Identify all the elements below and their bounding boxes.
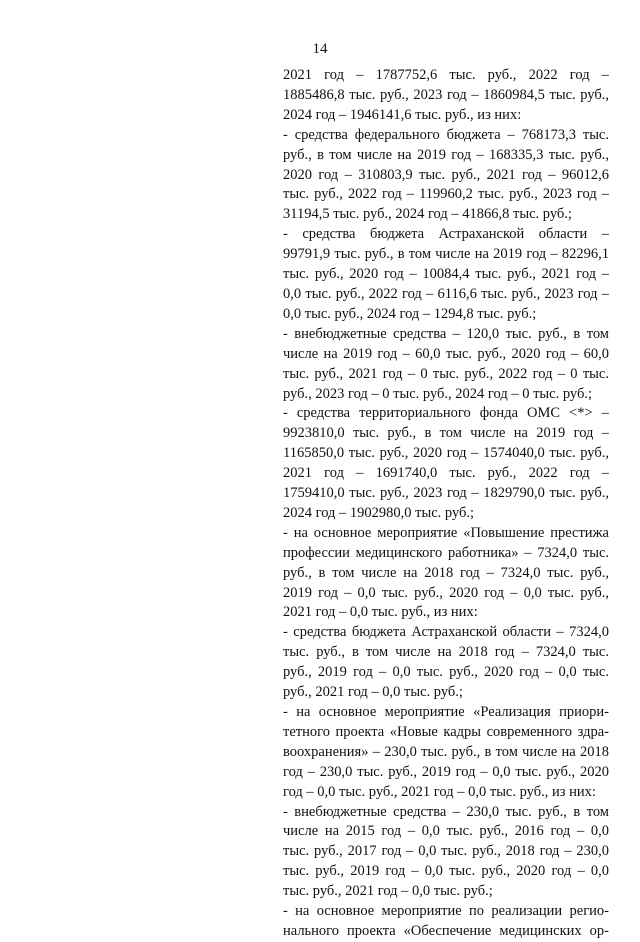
text-line: год – 230,0 тыс. руб., 2019 год – 0,0 тыс. руб., 2020 bbox=[283, 763, 609, 780]
text-line: тетного проекта «Новые кадры современного здра- bbox=[283, 723, 609, 740]
text-line: руб., 2023 год – 0 тыс. руб., 2024 год – 0 тыс. руб.; bbox=[283, 385, 593, 402]
text-line: 1885486,8 тыс. руб., 2023 год – 1860984,5 тыс. руб., bbox=[283, 86, 609, 103]
text-line: руб., 2021 год – 0,0 тыс. руб.; bbox=[283, 684, 463, 701]
text-line: год – 0,0 тыс. руб., 2021 год – 0,0 тыс. руб., из них: bbox=[283, 783, 596, 800]
text-line: - средства территориального фонда ОМС <*> – bbox=[283, 405, 609, 422]
text-line: руб., 2019 год – 0,0 тыс. руб., 2020 год – 0,0 тыс. bbox=[283, 664, 609, 681]
text-paragraph bbox=[283, 524, 609, 624]
text-line: тыс. руб., 2020 год – 10084,4 тыс. руб., 2021 год – bbox=[283, 266, 609, 283]
text-line: - средства бюджета Астраханской области – 7324,0 bbox=[283, 624, 609, 641]
text-paragraph bbox=[283, 623, 609, 703]
text-line: - средства бюджета Астраханской области – bbox=[283, 226, 609, 243]
text-line: тыс. руб., 2019 год – 0,0 тыс. руб., 2020 год – 0,0 bbox=[283, 863, 609, 880]
text-paragraph bbox=[283, 66, 609, 126]
text-line: 2024 год – 1902980,0 тыс. руб.; bbox=[283, 504, 475, 521]
text-line: числе на 2019 год – 60,0 тыс. руб., 2020 год – 60,0 bbox=[283, 345, 609, 362]
text-paragraph bbox=[283, 803, 609, 903]
text-line: числе на 2015 год – 0,0 тыс. руб., 2016 год – 0,0 bbox=[283, 823, 609, 840]
text-line: - на основное мероприятие по реализации регио- bbox=[283, 903, 609, 920]
text-line: 2019 год – 0,0 тыс. руб., 2020 год – 0,0 тыс. руб., bbox=[283, 584, 609, 601]
text-line: 2020 год – 310803,9 тыс. руб., 2021 год – 96012,6 bbox=[283, 166, 609, 183]
text-line: - на основное мероприятие «Повышение престижа bbox=[283, 524, 609, 541]
text-line: - внебюджетные средства – 230,0 тыс. руб., в том bbox=[283, 803, 609, 820]
text-line: воохранения» – 230,0 тыс. руб., в том числе на 2018 bbox=[283, 743, 609, 760]
text-line: руб., в том числе на 2018 год – 7324,0 тыс. руб., bbox=[283, 564, 609, 581]
text-line: 99791,9 тыс. руб., в том числе на 2019 год – 82296,1 bbox=[283, 246, 609, 263]
text-line: 31194,5 тыс. руб., 2024 год – 41866,8 тыс. руб.; bbox=[283, 206, 572, 223]
text-line: тыс. руб., 2017 год – 0,0 тыс. руб., 2018 год – 230,0 bbox=[283, 843, 609, 860]
text-line: тыс. руб., 2022 год – 119960,2 тыс. руб., 2023 год – bbox=[283, 186, 609, 203]
text-paragraph bbox=[283, 126, 609, 226]
text-paragraph bbox=[283, 325, 609, 405]
text-line: тыс. руб., в том числе на 2018 год – 7324,0 тыс. bbox=[283, 644, 609, 661]
text-line: - внебюджетные средства – 120,0 тыс. руб., в том bbox=[283, 325, 609, 342]
text-line: 2021 год – 0,0 тыс. руб., из них: bbox=[283, 604, 478, 621]
text-line: 0,0 тыс. руб., 2022 год – 6116,6 тыс. руб., 2023 год – bbox=[283, 285, 609, 302]
document-body bbox=[283, 66, 609, 942]
text-line: 2024 год – 1946141,6 тыс. руб., из них: bbox=[283, 106, 522, 123]
text-line: нального проекта «Обеспечение медицинских ор- bbox=[283, 922, 609, 939]
text-paragraph bbox=[283, 703, 609, 803]
text-line: руб., в том числе на 2019 год – 168335,3 тыс. руб., bbox=[283, 146, 609, 163]
text-line: 9923810,0 тыс. руб., в том числе на 2019 год – bbox=[283, 425, 609, 442]
text-line: 2021 год – 1787752,6 тыс. руб., 2022 год – bbox=[283, 67, 609, 83]
text-line: - средства федерального бюджета – 768173,3 тыс. bbox=[283, 126, 609, 143]
text-paragraph bbox=[283, 225, 609, 325]
text-line: тыс. руб., 2021 год – 0,0 тыс. руб.; bbox=[283, 883, 493, 900]
text-line: 0,0 тыс. руб., 2024 год – 1294,8 тыс. руб.; bbox=[283, 305, 537, 322]
text-line: профессии медицинского работника» – 7324,0 тыс. bbox=[283, 544, 609, 561]
text-line: 1759410,0 тыс. руб., 2023 год – 1829790,0 тыс. руб., bbox=[283, 485, 609, 502]
text-paragraph bbox=[283, 404, 609, 523]
text-line: 1165850,0 тыс. руб., 2020 год – 1574040,0 тыс. руб., bbox=[283, 445, 609, 462]
page-number: 14 bbox=[312, 41, 328, 57]
text-line: - на основное мероприятие «Реализация приори- bbox=[283, 704, 609, 720]
text-line: 2021 год – 1691740,0 тыс. руб., 2022 год – bbox=[283, 465, 609, 482]
text-paragraph bbox=[283, 902, 609, 942]
text-line: тыс. руб., 2021 год – 0 тыс. руб., 2022 год – 0 тыс. bbox=[283, 365, 609, 382]
